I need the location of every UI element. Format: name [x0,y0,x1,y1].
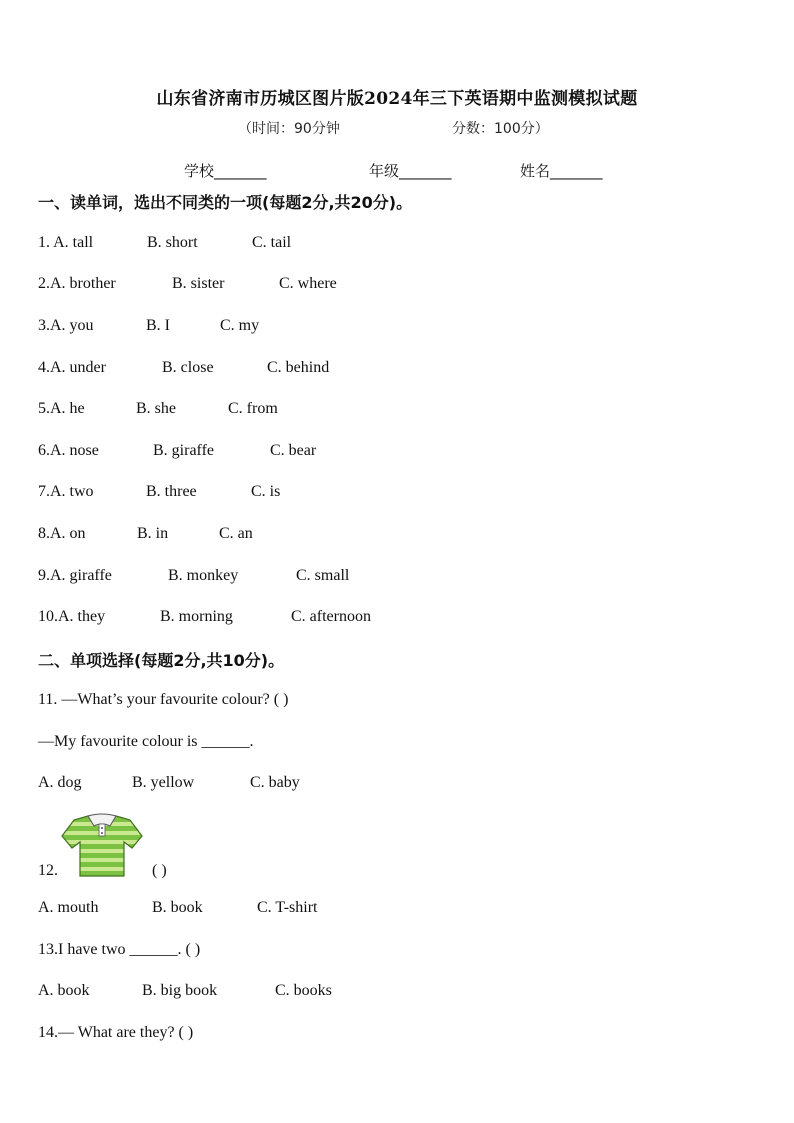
question-11-answer-line: —My favourite colour is ______. [38,733,254,750]
question-11: 11. —What’s your favourite colour? ( ) [38,691,289,708]
question-2-b: B. sister [172,275,225,292]
question-12-blank: ( ) [152,862,167,879]
question-3-b: B. I [146,317,170,334]
question-6-a: 6.A. nose [38,442,99,459]
question-10-a: 10.A. they [38,608,106,625]
question-7-a: 7.A. two [38,483,94,500]
question-8-c: C. an [219,525,253,542]
question-9-b: B. monkey [168,567,239,584]
exam-score: 分数：100分） [452,121,549,137]
question-9-a: 9.A. giraffe [38,567,112,584]
section-2-heading: 二、单项选择(每题2分,共10分)。 [38,651,285,670]
question-7-b: B. three [146,483,197,500]
question-8-a: 8.A. on [38,525,86,542]
question-2-c: C. where [279,275,337,292]
page-title: 山东省济南市历城区图片版2024年三下英语期中监测模拟试题 [156,89,638,109]
school-field: 学校_______ [184,162,267,180]
question-10-b: B. morning [160,608,233,625]
question-5-a: 5.A. he [38,400,85,417]
question-12-option-a: A. mouth [38,899,99,916]
question-13: 13.I have two ______. ( ) [38,941,201,958]
question-1-c: C. tail [252,234,292,251]
name-field: 姓名_______ [520,162,603,180]
question-4-a: 4.A. under [38,359,106,376]
question-5-c: C. from [228,400,278,417]
question-8-b: B. in [137,525,169,542]
question-11-option-c: C. baby [250,774,300,791]
question-12-option-c: C. T-shirt [257,899,318,916]
question-12-option-b: B. book [152,899,203,916]
question-5-b: B. she [136,400,176,417]
grade-field: 年级_______ [369,162,452,180]
question-3-c: C. my [220,317,260,334]
question-14: 14.— What are they? ( ) [38,1024,194,1041]
question-11-option-b: B. yellow [132,774,195,791]
question-13-option-a: A. book [38,982,90,999]
question-11-option-a: A. dog [38,774,82,791]
question-13-option-c: C. books [275,982,332,999]
question-4-c: C. behind [267,359,330,376]
question-7-c: C. is [251,483,281,500]
t-shirt-image [60,808,144,880]
question-12-number: 12. [38,862,58,879]
question-6-c: C. bear [270,442,317,459]
question-2-a: 2.A. brother [38,275,116,292]
question-13-option-b: B. big book [142,982,218,999]
exam-time: （时间：90分钟 [238,121,340,137]
question-3-a: 3.A. you [38,317,94,334]
question-1-a: 1. A. tall [38,234,94,251]
question-1-b: B. short [147,234,198,251]
question-9-c: C. small [296,567,350,584]
question-4-b: B. close [162,359,214,376]
question-6-b: B. giraffe [153,442,215,459]
section-1-heading: 一、读单词，选出不同类的一项(每题2分,共20分)。 [38,193,413,212]
question-10-c: C. afternoon [291,608,371,625]
